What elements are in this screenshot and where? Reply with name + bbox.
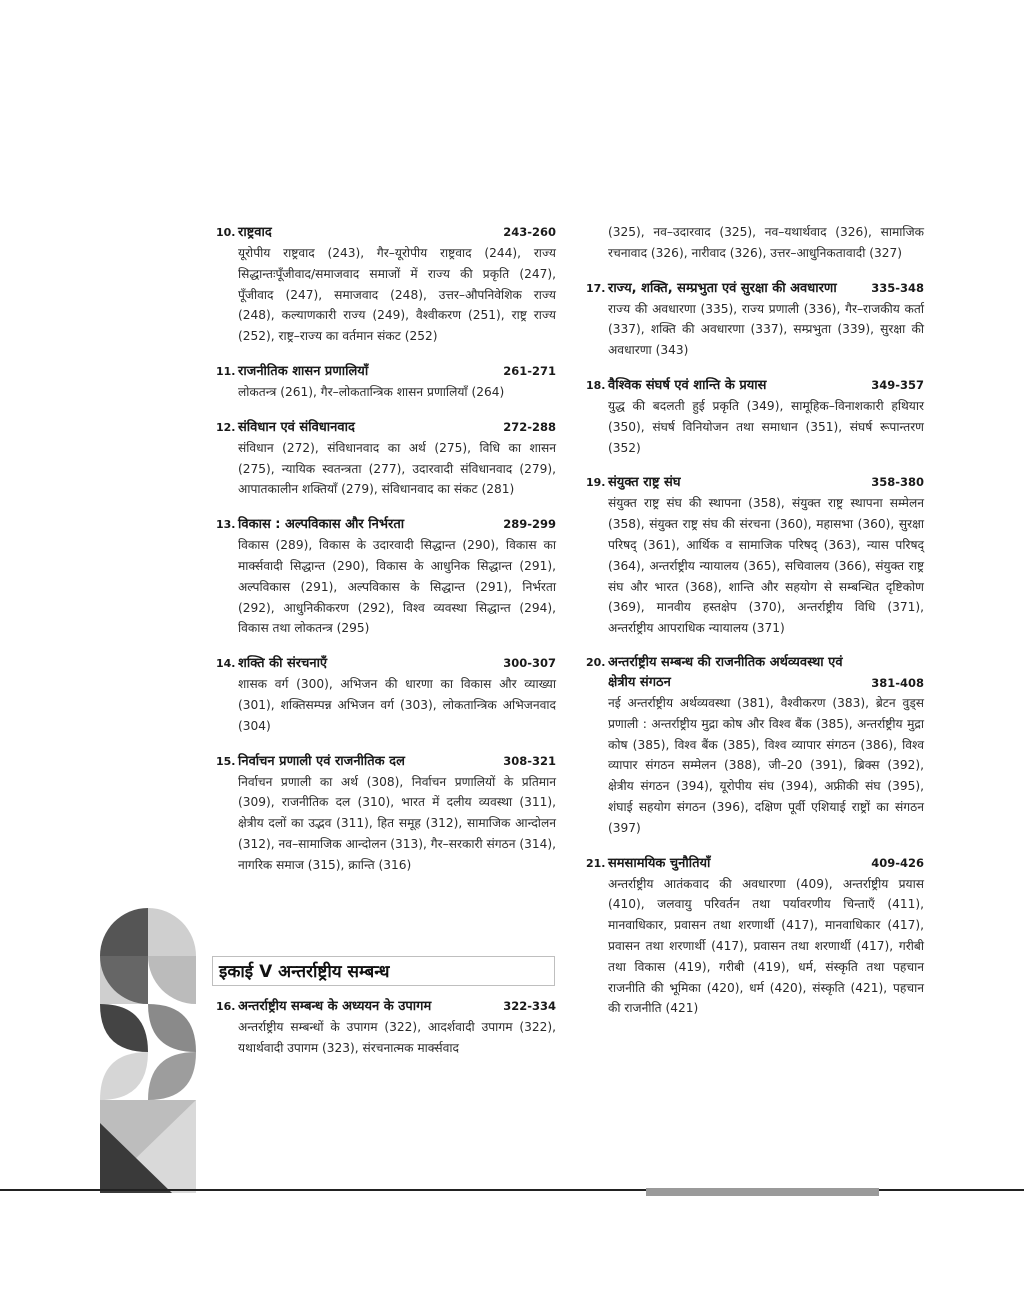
entry-topics: अन्तर्राष्ट्रीय आतंकवाद की अवधारणा (409), अन्तर्राष्ट्रीय प्रयास (410), जलवायु परिवर्तन तथा पर्यावरणीय चिन्ताएँ (411), मानवाधिकार, प्रवासन तथा शरणार्थी (417), मानवाधिकार (417), प्रवासन तथा शरणार्थी (417), प्रवासन तथा शरणार्थी (417), गरीबी तथा विकास (419), गरीबी (419), धर्म, संस्कृति तथा पहचान राजनीति की भूमिका (420), धर्म (420), संस्कृति (421), पहचान की राजनीति (421) <box>608 876 924 1016</box>
toc-entry-10[interactable] <box>216 222 556 347</box>
entry-pages: 308-321 <box>503 753 556 768</box>
entry-number: 19. <box>586 476 606 490</box>
entry-topics: संयुक्त राष्ट्र संघ की स्थापना (358), संयुक्त राष्ट्र स्थापना सम्मेलन (358), संयुक्त राष्ट्र संघ की संरचना (360), महासभा (360), सुरक्षा परिषद् (361), आर्थिक व सामाजिक परिषद् (363), न्यास परिषद् (364), अन्तर्राष्ट्रीय न्यायालय (365), सचिवालय (366), संयुक्त राष्ट्र संघ और भारत (368), शान्ति और सहयोग से सम्बन्धित दृष्टिकोण (369), मानवीय हस्तक्षेप (370), अन्तर्राष्ट्रीय विधि (371), अन्तर्राष्ट्रीय आपराधिक न्यायालय (371) <box>608 496 924 636</box>
entry-topics: नई अन्तर्राष्ट्रीय अर्थव्यवस्था (381), वैश्वीकरण (383), ब्रेटन वुड्स प्रणाली : अन्तर्राष्ट्रीय मुद्रा कोष और विश्व बैंक (385), अन्तर्राष्ट्रीय मुद्रा कोष (385), विश्व बैंक (385), विश्व व्यापार संगठन (386), विश्व व्यापार संगठन सम्मेलन (388), जी–20 (391), ब्रिक्स (392), क्षेत्रीय संगठन (394), यूरोपीय संघ (394), अफ्रीकी संघ (395), शंघाई सहयोग संगठन (396), दक्षिण पूर्वी एशियाई राष्ट्रों का संगठन (397) <box>608 695 924 835</box>
entry-title: राष्ट्रवाद <box>238 225 272 240</box>
toc-entry-12[interactable] <box>216 417 556 500</box>
entry-pages: 335-348 <box>871 280 924 295</box>
entry-title: विकास : अल्पविकास और निर्भरता <box>238 517 405 533</box>
left-column <box>216 222 556 890</box>
toc-entry-13[interactable] <box>216 514 556 639</box>
left-column-lower <box>216 996 556 1073</box>
entry-title: संविधान एवं संविधानवाद <box>238 419 355 435</box>
quarter-circle-light <box>148 908 196 956</box>
decorative-geometric-graphic <box>100 908 196 1193</box>
entry-topics: विकास (289), विकास के उदारवादी सिद्धान्त (290), विकास का मार्क्सवादी सिद्धान्त (290), विकास के आधुनिक सिद्धान्त (291), अल्पविकास (291), अल्पविकास के सिद्धान्त (291), निर्भरता (292), आधुनिकीकरण (292), विश्व व्यवस्था सिद्धान्त (294), विकास तथा लोकतन्त्र (295) <box>238 538 556 636</box>
toc-entry-18[interactable] <box>586 375 924 458</box>
leaf-shape-light <box>100 1052 148 1100</box>
entry-topics: लोकतन्त्र (261), गैर–लोकतान्त्रिक शासन प्रणालियाँ (264) <box>238 384 505 399</box>
entry-number: 10. <box>216 226 236 239</box>
entry-pages: 409-426 <box>871 855 924 870</box>
entry-pages: 289-299 <box>503 517 556 532</box>
toc-entry-16-continued <box>586 222 924 264</box>
entry-title: राज्य, शक्ति, सम्प्रभुता एवं सुरक्षा की अवधारणा <box>608 280 837 296</box>
entry-number: 15. <box>216 754 236 768</box>
entry-number: 11. <box>216 364 236 378</box>
entry-number: 16. <box>216 1000 236 1013</box>
entry-number: 13. <box>216 518 236 532</box>
entry-topics: निर्वाचन प्रणाली का अर्थ (308), निर्वाचन प्रणालियों के प्रतिमान (309), राजनीतिक दल (310), भारत में दलीय व्यवस्था (311), क्षेत्रीय दलों का उद्भव (311), हित समूह (312), सामाजिक आन्दोलन (312), नव–सामाजिक आन्दोलन (313), गैर–सरकारी संगठन (314), नागरिक समाज (315), क्रान्ति (316) <box>238 774 556 872</box>
entry-topics: शासक वर्ग (300), अभिजन की धारणा का विकास और व्याख्या (301), शक्तिसम्पन्न अभिजन वर्ग (303), लोकतान्त्रिक अभिजनवाद (304) <box>238 677 556 733</box>
entry-topics: अन्तर्राष्ट्रीय सम्बन्धों के उपागम (322), आदर्शवादी उपागम (322), यथार्थवादी उपागम (323), संरचनात्मक मार्क्सवाद <box>238 1020 556 1055</box>
right-column <box>586 222 924 1033</box>
entry-pages: 381-408 <box>871 675 924 690</box>
entry-pages: 322-334 <box>503 999 556 1013</box>
entry-title: शक्ति की संरचनाएँ <box>238 656 328 672</box>
entry-topics: संविधान (272), संविधानवाद का अर्थ (275), विधि का शासन (275), न्यायिक स्वतन्त्रता (277), उदारवादी संविधानवाद (279), आपातकालीन शक्तियाँ (279), संविधानवाद का संकट (281) <box>238 440 556 497</box>
entry-pages: 261-271 <box>503 363 556 378</box>
toc-entry-20[interactable] <box>586 653 924 839</box>
entry-topics: यूरोपीय राष्ट्रवाद (243), गैर–यूरोपीय राष्ट्रवाद (244), राज्य सिद्धान्तःपूँजीवाद/समाजवाद समाजों में राज्य की प्रकृति (247), पूँजीवाद (247), समाजवाद (248), उत्तर–औपनिवेशिक राज्य (248), कल्याणकारी राज्य (249), वैश्वीकरण (251), राष्ट्र राज्य (252), राष्ट्र–राज्य का वर्तमान संकट (252) <box>238 246 556 344</box>
toc-entry-14[interactable] <box>216 653 556 736</box>
entry-title: निर्वाचन प्रणाली एवं राजनीतिक दल <box>238 753 405 769</box>
entry-pages: 300-307 <box>503 656 556 671</box>
toc-entry-21[interactable] <box>586 853 924 1020</box>
entry-topics: राज्य की अवधारणा (335), राज्य प्रणाली (336), गैर–राजकीय कर्ता (337), शक्ति की अवधारणा (337), सम्प्रभुता (339), सुरक्षा की अवधारणा (343) <box>608 301 924 358</box>
toc-entry-11[interactable] <box>216 361 556 403</box>
entry-title: वैश्विक संघर्ष एवं शान्ति के प्रयास <box>608 377 767 393</box>
entry-pages: 358-380 <box>871 475 924 490</box>
entry-number: 20. <box>586 655 606 669</box>
unit-heading: इकाई V अन्तर्राष्ट्रीय सम्बन्ध <box>212 956 555 986</box>
entry-topics-continued: (325), नव–उदारवाद (325), नव–यथार्थवाद (326), सामाजिक रचनावाद (326), नारीवाद (326), उत्तर–आधुनिकतावादी (327) <box>608 225 924 260</box>
entry-pages: 272-288 <box>503 419 556 434</box>
leaf-shape-gray <box>148 1004 196 1052</box>
entry-number: 17. <box>586 281 606 295</box>
toc-entry-17[interactable] <box>586 278 924 361</box>
quarter-circle-mid <box>148 956 196 1004</box>
entry-number: 14. <box>216 657 236 671</box>
entry-number: 21. <box>586 856 606 870</box>
toc-entry-19[interactable] <box>586 472 924 639</box>
entry-pages: 349-357 <box>871 377 924 392</box>
entry-title: संयुक्त राष्ट्र संघ <box>608 475 681 491</box>
entry-title: राजनीतिक शासन प्रणालियाँ <box>238 363 369 379</box>
quarter-circle-dark <box>100 908 148 956</box>
entry-title: अन्तर्राष्ट्रीय सम्बन्ध के अध्ययन के उपागम <box>238 999 432 1014</box>
entry-number: 12. <box>216 420 236 434</box>
entry-pages: 243-260 <box>503 225 556 239</box>
entry-title: समसामयिक चुनौतियाँ <box>608 855 711 871</box>
toc-entry-16[interactable] <box>216 996 556 1059</box>
page-bottom-accent-bar <box>646 1188 879 1196</box>
entry-title-line2: क्षेत्रीय संगठन <box>608 674 671 690</box>
leaf-shape-mid <box>148 1052 196 1100</box>
entry-number: 18. <box>586 378 606 392</box>
leaf-shape-dark <box>100 1004 148 1052</box>
entry-topics: युद्ध की बदलती हुई प्रकृति (349), सामूहिक–विनाशकारी हथियार (350), संघर्ष विनियोजन तथा समाधान (351), संघर्ष रूपान्तरण (352) <box>608 398 924 455</box>
toc-entry-15[interactable] <box>216 751 556 876</box>
entry-title: अन्तर्राष्ट्रीय सम्बन्ध की राजनीतिक अर्थव्यवस्था एवं <box>608 654 843 670</box>
